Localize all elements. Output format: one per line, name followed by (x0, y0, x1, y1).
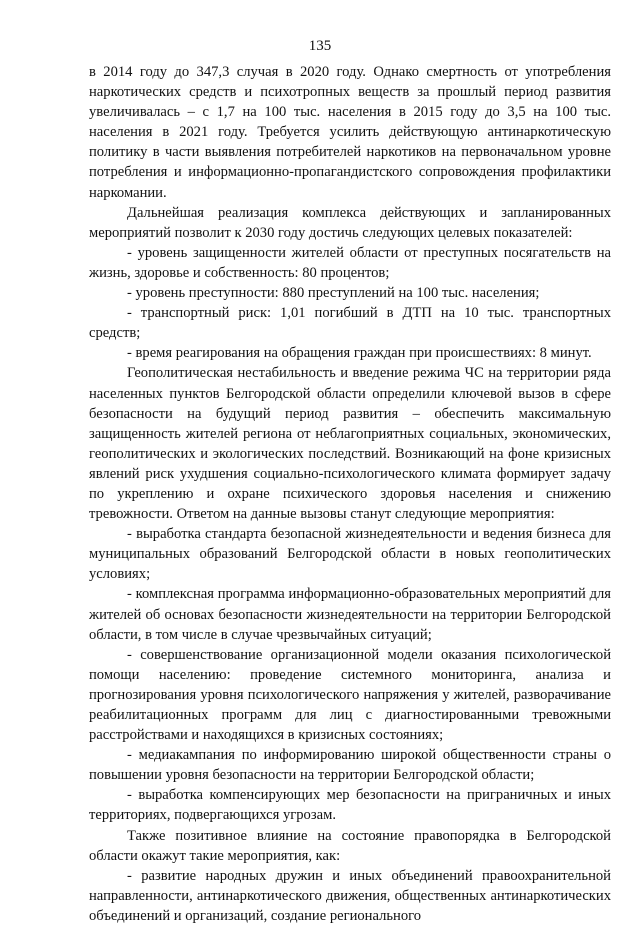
list-item-response-time: - время реагирования на обращения граждан при происшествиях: 8 минут. (127, 345, 592, 362)
list-item-safety-standard: - выработка стандарта безопасной жизнедеятельности и ведения бизнеса для муниципальных образований Белгородской области в новых геополитических условиях; (89, 526, 611, 583)
list-item-crime-level: - уровень преступности: 880 преступлений на 100 тыс. населения; (127, 285, 540, 302)
paragraph-geopolitical-challenge: Геополитическая нестабильность и введение режима ЧС на территории ряда населенных пунктов Белгородской области определили ключевой вызов в сфере безопасности на будущий период развития – обеспечить максимальную защищенность жителей региона от неблагоприятных социальных, экономических, геополитических и экологических последствий. Возникающий на фоне кризисных явлений риск ухудшения социально-психологического климата формирует задачу по укреплению и охране психического здоровья населения и снижению тревожности. Ответом на данные вызовы станут следующие мероприятия: (89, 365, 611, 523)
list-item-psychological-help: - совершенствование организационной модели оказания психологической помощи населению: проведение системного мониторинга, анализа и прогнозирования уровня психологического напряжения у жителей, разворачивание реабилитационных программ для лиц с диагностированными тревожными расстройствами и находящихся в кризисных состояниях; (89, 646, 611, 744)
paragraph-law-order-measures-intro: Также позитивное влияние на состояние правопорядка в Белгородской области окажут такие мероприятия, как: (89, 827, 611, 864)
list-item-volunteer-squads: - развитие народных дружин и иных объединений правоохранительной направленности, антинаркотического движения, общественных антинаркотических объединений и организаций, создание регионального (89, 867, 611, 924)
list-item-transport-risk: - транспортный риск: 1,01 погибший в ДТП на 10 тыс. транспортных средств; (89, 305, 611, 342)
list-item-border-security: - выработка компенсирующих мер безопасности на приграничных и иных территориях, подвергающихся угрозам. (89, 787, 611, 824)
page-number: 135 (308, 38, 332, 54)
paragraph-drug-mortality: в 2014 году до 347,3 случая в 2020 году. Однако смертность от употребления наркотических средств и психотропных веществ за прошлый период развития увеличивалась – с 1,7 на 100 тыс. населения в 2015 году до 3,5 на 100 тыс. населения в 2021 году. Требуется усилить действующую антинаркотическую политику в части выявления потребителей наркотиков на первоначальном уровне потребления и информационно-пропагандистского сопровождения профилактики наркомании. (89, 64, 611, 201)
list-item-education-program: - комплексная программа информационно-образовательных мероприятий для жителей об основах безопасности жизнедеятельности на территории Белгородской области, в том числе в случае чрезвычайных ситуаций; (89, 586, 611, 643)
paragraph-target-indicators-intro: Дальнейшая реализация комплекса действующих и запланированных мероприятий позволит к 2030 году достичь следующих целевых показателей: (89, 204, 611, 241)
body-text (89, 62, 611, 926)
list-item-protection-level: - уровень защищенности жителей области от преступных посягательств на жизнь, здоровье и собственность: 80 процентов; (89, 244, 611, 281)
list-item-media-campaign: - медиакампания по информированию широкой общественности страны о повышении уровня безопасности на территории Белгородской области; (89, 747, 611, 784)
